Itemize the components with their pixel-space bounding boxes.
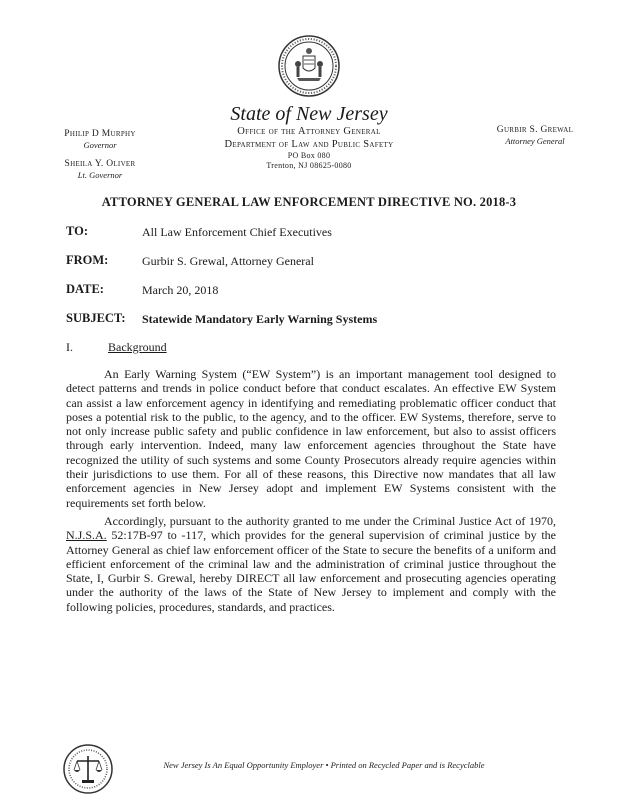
date-value: March 20, 2018 bbox=[142, 283, 219, 297]
lt-governor-name: Sheila Y. Oliver bbox=[64, 159, 136, 169]
governor-name: Philip D Murphy bbox=[64, 129, 136, 139]
office-city: Trenton, NJ 08625-0080 bbox=[266, 161, 352, 170]
paragraph-1-text: An Early Warning System (“EW System”) is an important management tool designed to detect patterns and trends in police conduct before that conduct escalates. An effective EW System can assist a law enforcement agency in identifying and remediating problematic officer conduct that poses a potential risk to the public, to the agency, and to the officer. EW Systems, therefore, serve to not only increase public safety and public confidence in law enforcement, but also to assist officers through early intervention. Indeed, many law enforcement agencies throughout the State have recognized the utility of such systems and some County Prosecutors already require agencies within their jurisdictions to use them. For all of these reasons, this Directive now mandates that all law enforcement agencies in New Jersey adopt and implement EW Systems consistent with the requirements set forth below. bbox=[66, 367, 556, 510]
from-label: FROM: bbox=[66, 253, 109, 267]
to-label: TO: bbox=[66, 224, 88, 238]
subject-value: Statewide Mandatory Early Warning Systems bbox=[142, 312, 378, 326]
office-line-2: Department of Law and Public Safety bbox=[224, 139, 394, 150]
paragraph-1 bbox=[66, 367, 556, 510]
section-heading bbox=[66, 340, 167, 355]
attorney-general-title: Attorney General bbox=[505, 136, 565, 146]
date-label: DATE: bbox=[66, 282, 104, 296]
section-number: I. bbox=[66, 340, 73, 354]
state-seal-icon bbox=[277, 34, 341, 98]
governor-block bbox=[40, 129, 160, 181]
lt-governor-title: Lt. Governor bbox=[77, 170, 123, 180]
po-box: PO Box 080 bbox=[287, 151, 331, 160]
to-value: All Law Enforcement Chief Executives bbox=[142, 225, 332, 239]
njsa-citation: N.J.S.A. bbox=[66, 528, 107, 543]
governor-title: Governor bbox=[83, 140, 117, 150]
paragraph-2-text-b: 52:17B-97 to -117, which provides for the general supervision of criminal justice by the Attorney General as chief law enforcement officer of the State to secure the benefits of a uniform and efficient enforcement of the criminal law and the administration of criminal justice throughout the State, I, Gurbir S. Grewal, hereby DIRECT all law enforcement and prosecuting agencies operating under the authority of the laws of the State of New Jersey to implement and comply with the following policies, procedures, standards, and practices. bbox=[66, 528, 556, 614]
footer-text: New Jersey Is An Equal Opportunity Employer • Printed on Recycled Paper and is Recyclable bbox=[163, 760, 485, 770]
subject-label: SUBJECT: bbox=[66, 311, 126, 325]
directive-title: ATTORNEY GENERAL LAW ENFORCEMENT DIRECTIVE NO. 2018-3 bbox=[101, 195, 517, 209]
paragraph-2-text-a: Accordingly, pursuant to the authority granted to me under the Criminal Justice Act of 1970, bbox=[104, 514, 556, 528]
paragraph-2 bbox=[66, 514, 556, 614]
attorney-general-block bbox=[470, 125, 600, 147]
attorney-general-name: Gurbir S. Grewal bbox=[496, 125, 574, 135]
section-title: Background bbox=[108, 340, 167, 354]
state-title: State of New Jersey bbox=[230, 103, 388, 125]
office-line-1: Office of the Attorney General bbox=[237, 126, 381, 137]
from-value: Gurbir S. Grewal, Attorney General bbox=[142, 254, 314, 268]
office-block bbox=[150, 125, 468, 171]
